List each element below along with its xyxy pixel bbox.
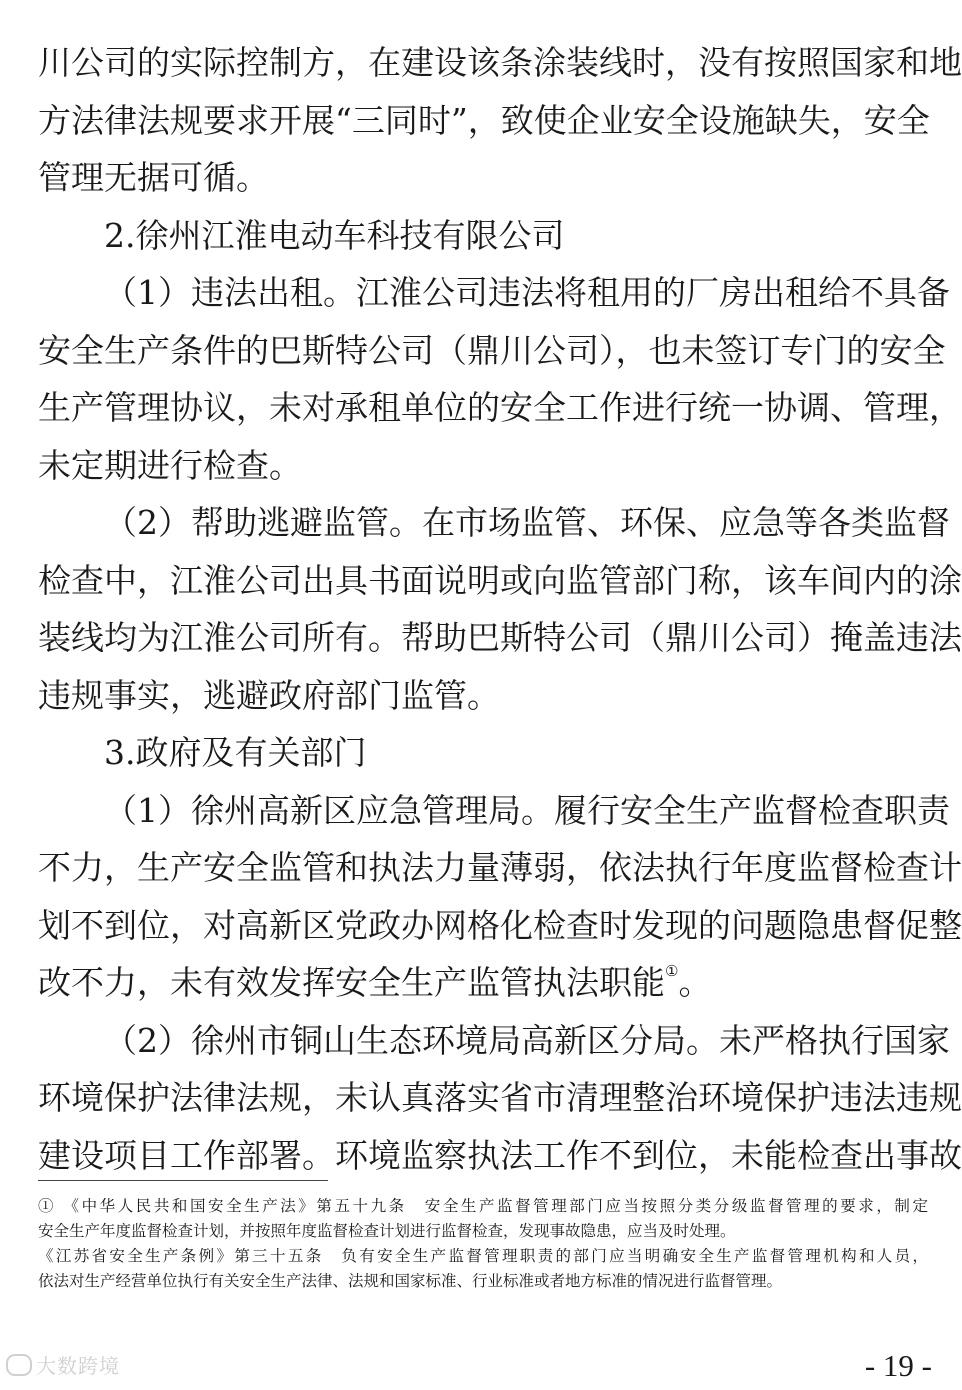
text-line: 方法律法规要求开展“三同时”，致使企业安全设施缺失，安全 [38,100,930,140]
text-line: （2）徐州市铜山生态环境局高新区分局。未严格执行国家 [104,1020,950,1060]
paragraph-4 [38,782,962,1012]
section-heading-2: 2.徐州江淮电动车科技有限公司 [104,215,565,255]
text-line: 生产管理协议，未对承租单位的安全工作进行统一协调、管理， [38,388,962,427]
text-line: 管理无据可循。 [38,158,269,197]
footnote-divider [38,1180,328,1181]
text-line: 检查中，江淮公司出具书面说明或向监管部门称，该车间内的涂 [38,560,962,600]
text-line: 安全生产条件的巴斯特公司（鼎川公司），也未签订专门的安全 [38,330,946,370]
document-body [38,34,962,1184]
watermark-text: 大数跨境 [36,1354,120,1378]
text-line: 环境保护法律法规，未认真落实省市清理整治环境保护违法违规 [38,1078,962,1117]
text-line: 建设项目工作部署。环境监察执法工作不到位，未能检查出事故 [38,1135,962,1175]
paragraph-5 [38,1012,962,1185]
text-line: （2）帮助逃避监管。在市场监管、环保、应急等各类监督 [104,503,950,542]
watermark [6,1350,120,1379]
text-line-with-footnote [38,954,928,1012]
text-line: （1）徐州高新区应急管理局。履行安全生产监督检查职责 [104,790,950,830]
paragraph-3 [38,494,962,724]
text-line: （1）违法出租。江淮公司违法将租用的厂房出租给不具备 [104,273,950,312]
paragraph-1 [38,34,962,207]
footnote-line: 安全生产年度监督检查计划，并按照年度监督检查计划进行监督检查，发现事故隐患，应当及时处理。 [38,1222,736,1240]
footnote-line: ① 《中华人民共和国安全生产法》第五十九条 安全生产监督管理部门应当按照分类分级监督管理的要求，制定 [38,1197,928,1215]
text-line: 川公司的实际控制方，在建设该条涂装线时，没有按照国家和地 [38,43,962,82]
page-number: - 19 - [864,1348,932,1383]
section-heading-3: 3.政府及有关部门 [104,733,367,772]
footnote-line: 《江苏省安全生产条例》第三十五条 负有安全生产监督管理职责的部门应当明确安全生产监督管理机构和人员， [38,1247,928,1265]
text-line: 未定期进行检查。 [38,445,302,485]
text-segment: 改不力，未有效发挥安全生产监管执法职能 [38,963,665,1002]
chat-bubble-icon [6,1354,32,1376]
text-line: 装线均为江淮公司所有。帮助巴斯特公司（鼎川公司）掩盖违法 [38,618,962,657]
text-line: 划不到位，对高新区党政办网格化检查时发现的问题隐患督促整 [38,905,962,945]
text-line: 不力，生产安全监管和执法力量薄弱，依法执行年度监督检查计 [38,848,962,887]
text-segment: 。 [678,963,712,1002]
footnote-line: 依法对生产经营单位执行有关安全生产法律、法规和国家标准、行业标准或者地方标准的情况进行监督管理。 [38,1272,783,1290]
text-line: 违规事实，逃避政府部门监管。 [38,675,500,715]
footnotes [38,1194,928,1294]
footnote-marker[interactable]: ① [665,962,679,980]
paragraph-2 [38,264,962,494]
